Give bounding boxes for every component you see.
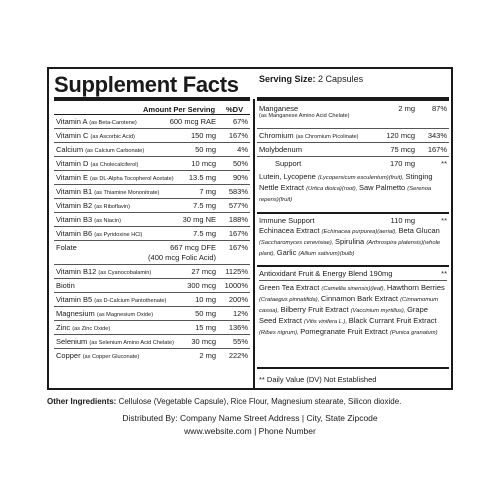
nutrient-source: (as Magnesium Oxide) (96, 312, 154, 318)
blend-source: (Serenoa repens)(fruit) (259, 186, 432, 203)
nutrient-amount: 27 mcg (191, 267, 216, 276)
immune-blend-ingredients (259, 226, 447, 259)
nutrient-name (275, 159, 301, 168)
nutrient-amount: 150 mg (190, 131, 216, 140)
nutrient-row (54, 334, 250, 348)
blend-source: (Arthrospira platensis)(whole plant), (259, 240, 441, 257)
nutrient-dv: 136% (228, 323, 248, 332)
nutrient-amount: 30 mcg (191, 337, 216, 346)
nutrient-row (54, 128, 250, 142)
nutrient-row (54, 320, 250, 334)
blend-source: (Punica granatum) (389, 330, 438, 336)
nutrient-row (257, 156, 449, 170)
nutrient-dv: 577% (228, 201, 248, 210)
nutrient-label: Vitamin B3 (56, 215, 95, 224)
other-ingredients-label: Other Ingredients: (47, 397, 117, 406)
nutrient-label: Zinc (56, 323, 73, 332)
nutrient-source: (as Zinc Oxide) (72, 326, 111, 332)
nutrient-name (56, 351, 139, 360)
blend-source: (Saccharomyces cerevisiae), (259, 240, 336, 246)
blend-name: Antioxidant Fruit & Energy Blend (259, 269, 370, 278)
nutrient-row (54, 278, 250, 292)
nutrient-label: Vitamin C (56, 131, 91, 140)
nutrient-name (259, 104, 349, 119)
antioxidant-blend-ingredients (259, 280, 447, 338)
blend-text: Pomegranate Fruit Extract (300, 327, 390, 336)
nutrient-dv: 1000% (224, 281, 248, 290)
nutrient-label: Folate (56, 243, 77, 252)
nutrient-amount: 15 mg (195, 323, 216, 332)
blend-source: (Urtica dioica)(root), (306, 186, 359, 192)
blend-source: (Lycopersicum esculentum)(fruit), (317, 175, 406, 181)
blend-amount: 190mg (369, 269, 393, 278)
nutrient-dv: 343% (427, 131, 447, 140)
nutrient-source: (as Niacin) (94, 218, 121, 224)
nutrient-dv: 167% (228, 243, 248, 252)
nutrient-row (54, 306, 250, 320)
nutrient-dv: ** (441, 159, 447, 168)
nutrient-dv: 55% (232, 337, 248, 346)
nutrient-source: (as Manganese Amino Acid Chelate) (259, 113, 350, 119)
nutrient-dv: 90% (232, 173, 248, 182)
contact-line: www.website.com | Phone Number (184, 426, 316, 436)
nutrient-label: Molybdenum (259, 145, 302, 154)
nutrient-dv: 1125% (225, 267, 248, 276)
footnote-rule (257, 367, 449, 369)
nutrient-label: Selenium (56, 337, 90, 346)
nutrient-amount: 10 mg (195, 295, 216, 304)
nutrient-amount: 7 mg (199, 187, 216, 196)
distributor-line: Distributed By: Company Name Street Address | City, State Zipcode (122, 413, 378, 423)
nutrient-amount: 170 mg (389, 159, 415, 168)
nutrient-dv: 67% (232, 117, 248, 126)
blend-source: (Cinnamomum cassia), (259, 297, 439, 314)
nutrient-row (54, 292, 250, 306)
nutrient-row (54, 114, 250, 128)
immune-support-row (257, 212, 449, 226)
serving-size-value: 2 Capsules (318, 74, 364, 84)
nutrient-label: Biotin (56, 281, 75, 290)
nutrient-name: Immune Support (259, 216, 315, 225)
nutrient-source: (as Ascorbic Acid) (90, 134, 135, 140)
nutrient-name (56, 243, 77, 252)
nutrient-name (56, 159, 138, 168)
nutrient-name (259, 269, 392, 278)
nutrient-source: (as D-Calcium Pantothenate) (94, 298, 167, 304)
blend-text: Cinnamon Bark Extract (320, 294, 401, 303)
nutrient-name (56, 215, 121, 224)
nutrient-source: (as Selenium Amino Acid Chelate) (89, 340, 174, 346)
nutrient-label: Vitamin B1 (56, 187, 95, 196)
nutrient-amount: 10 mcg (191, 159, 216, 168)
nutrient-dv: 188% (228, 215, 248, 224)
nutrient-row (54, 264, 250, 278)
amount-column-header: Amount Per Serving (143, 105, 216, 114)
nutrient-amount: 2 mg (199, 351, 216, 360)
nutrient-amount: 50 mg (195, 309, 216, 318)
nutrient-label: Vitamin A (56, 117, 90, 126)
nutrient-label: Vitamin D (56, 159, 91, 168)
nutrient-row (54, 348, 250, 362)
nutrient-dv: 4% (237, 145, 248, 154)
nutrient-amount: 120 mcg (386, 131, 415, 140)
nutrient-dv: 50% (232, 159, 248, 168)
blend-text: Stinging Nettle Extract (259, 172, 433, 192)
nutrient-name (56, 309, 153, 318)
nutrient-label: Calcium (56, 145, 86, 154)
blend-text: Grape Seed Extract (259, 305, 428, 325)
nutrient-amount: 13.5 mg (188, 173, 216, 182)
nutrient-amount: 75 mcg (390, 145, 415, 154)
nutrient-row (54, 184, 250, 198)
blend-text: Garlic (276, 248, 299, 257)
nutrient-name (259, 145, 302, 154)
header-rule-left (54, 97, 250, 101)
nutrient-row (54, 198, 250, 212)
blend-text: Saw Palmetto (358, 183, 408, 192)
nutrient-source: (as Pyridoxine HCl) (94, 232, 143, 238)
nutrient-source: (as Cyanocobalamin) (98, 270, 152, 276)
nutrient-name (56, 173, 174, 182)
serving-size (259, 74, 363, 84)
nutrient-label: Vitamin B12 (56, 267, 99, 276)
nutrient-name (56, 295, 166, 304)
nutrient-row (257, 102, 449, 128)
nutrient-source: (as Thiamine Mononitrate) (94, 190, 160, 196)
nutrient-dv: 222% (228, 351, 248, 360)
antioxidant-blend-row (257, 265, 449, 279)
nutrient-row (54, 142, 250, 156)
nutrient-source: (as Cholecalciferol) (90, 162, 139, 168)
nutrient-amount: 30 mg NE (182, 215, 216, 224)
nutrient-amount: 2 mg (398, 104, 415, 113)
nutrient-name (56, 131, 135, 140)
blend-source: (Camellia sinensis)(leaf), (321, 286, 387, 292)
dv-column-header: %DV (226, 105, 244, 114)
nutrient-label: Vitamin B6 (56, 229, 95, 238)
nutrient-dv: 12% (232, 309, 248, 318)
nutrient-dv: ** (441, 269, 447, 278)
other-ingredients-text: Cellulose (Vegetable Capsule), Rice Flour, Magnesium stearate, Silicon dioxide. (118, 397, 402, 406)
column-divider (253, 99, 255, 389)
nutrient-dv: 583% (228, 187, 248, 196)
blend-source: (Vitis vinifera L.), (304, 319, 349, 325)
nutrient-row (54, 212, 250, 226)
nutrient-amount: 110 mg (390, 216, 415, 225)
nutrient-amount: 7.5 mg (193, 229, 216, 238)
nutrient-source: (as Chromium Picolinate) (295, 134, 359, 140)
nutrient-label: Support (275, 159, 302, 168)
blend-text: Green Tea Extract (259, 283, 322, 292)
nutrient-name (56, 145, 144, 154)
blend-source: (Allium sativum)(bulb) (298, 251, 355, 257)
nutrient-source: (as Calcium Carbonate) (85, 148, 145, 154)
nutrient-label: Copper (56, 351, 83, 360)
nutrient-dv: ** (441, 216, 447, 225)
blend-text: Black Currant Fruit Extract (348, 316, 437, 325)
other-ingredients (47, 397, 467, 406)
nutrient-amount: 600 mcg RAE (169, 117, 216, 126)
support-blend-ingredients (259, 172, 447, 205)
blend-source: (Vaccinium myrtillus), (350, 308, 408, 314)
nutrient-source: (as Beta-Carotene) (89, 120, 137, 126)
nutrient-amount-detail: (400 mcg Folic Acid) (148, 253, 216, 262)
blend-source: (Crataegus pinnatifida), (259, 297, 321, 303)
nutrient-row (54, 226, 250, 240)
daily-value-footnote: ** Daily Value (DV) Not Established (259, 375, 377, 384)
nutrient-dv: 167% (228, 131, 248, 140)
blend-text: Bilberry Fruit Extract (280, 305, 351, 314)
nutrient-label: Magnesium (56, 309, 97, 318)
nutrient-row (54, 156, 250, 170)
nutrient-dv: 167% (427, 145, 447, 154)
nutrient-row (257, 128, 449, 142)
blend-text: Spirulina (335, 237, 367, 246)
blend-text: Beta Glucan (398, 226, 440, 235)
nutrient-source: (as Copper Gluconate) (82, 354, 140, 360)
nutrient-name (56, 201, 130, 210)
nutrient-label: Manganese (259, 104, 299, 113)
serving-size-label: Serving Size: (259, 74, 316, 84)
nutrient-source: (as DL-Alpha Tocopherol Acetate) (90, 176, 174, 182)
panel-title: Supplement Facts (54, 72, 239, 97)
nutrient-name (56, 117, 137, 126)
blend-text: Hawthorn Berries (386, 283, 445, 292)
nutrient-label: Vitamin E (56, 173, 91, 182)
nutrient-name (56, 337, 174, 346)
nutrient-source: (as Riboflavin) (94, 204, 130, 210)
nutrient-name (56, 281, 75, 290)
nutrient-amount: 7.5 mg (193, 201, 216, 210)
nutrient-amount: 50 mg (195, 145, 216, 154)
blend-source: (Ribes nigrum), (259, 330, 301, 336)
nutrient-row (257, 142, 449, 156)
header-rule-right (257, 97, 449, 101)
nutrient-dv: 87% (431, 104, 447, 113)
nutrient-name (259, 131, 358, 140)
blend-text: Lutein, Lycopene (259, 172, 318, 181)
nutrient-name (56, 187, 159, 196)
nutrient-dv: 200% (228, 295, 248, 304)
nutrient-name (56, 229, 142, 238)
nutrient-amount: 667 mcg DFE (170, 243, 216, 252)
nutrient-name (56, 267, 151, 276)
nutrient-row (54, 240, 250, 264)
nutrient-amount: 300 mcg (187, 281, 216, 290)
nutrient-dv: 167% (228, 229, 248, 238)
nutrient-name (56, 323, 110, 332)
nutrient-label: Vitamin B2 (56, 201, 95, 210)
nutrient-label: Chromium (259, 131, 296, 140)
supplement-facts-panel (47, 67, 453, 390)
blend-text: Echinacea Extract (259, 226, 322, 235)
blend-source: (Echinacea purpurea)(aerial), (321, 229, 399, 235)
nutrient-label: Vitamin B5 (56, 295, 95, 304)
nutrient-row (54, 170, 250, 184)
